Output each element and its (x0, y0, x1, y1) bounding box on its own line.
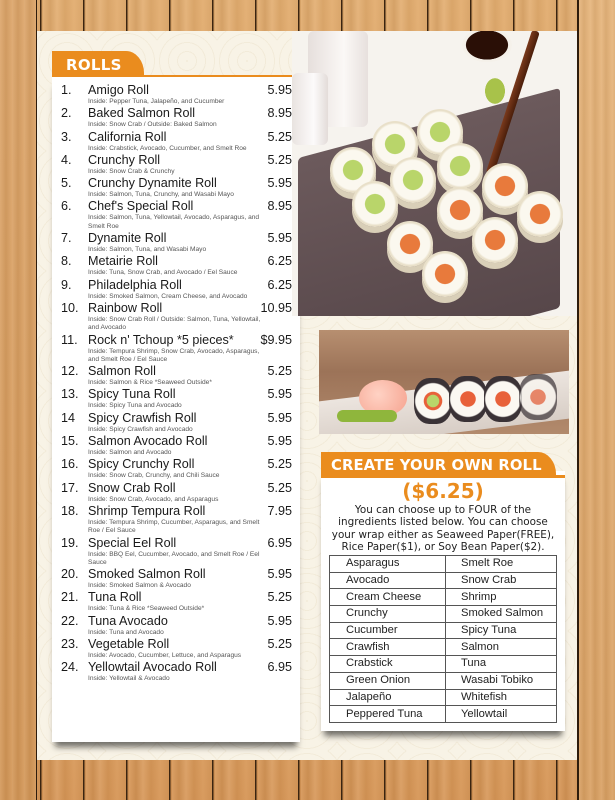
item-price: 5.25 (267, 129, 292, 144)
menu-item-header (60, 567, 292, 582)
item-number: 9. (61, 277, 72, 292)
item-number: 1. (61, 83, 72, 97)
menu-item-header (60, 153, 292, 168)
menu-item (60, 176, 292, 199)
item-number: 16. (61, 457, 79, 472)
ingredient-cell: Yellowtail (446, 706, 557, 723)
create-roll-price: ($6.25) (402, 479, 484, 503)
rolls-card (52, 77, 300, 742)
item-name: Smoked Salmon Roll (88, 567, 206, 582)
menu-item-header (60, 481, 292, 496)
item-number: 3. (61, 129, 72, 144)
item-description: Inside: Tuna, Snow Crab, and Avocado / Eel Sauce (88, 269, 238, 277)
item-description: Inside: Tuna and Avocado (88, 628, 164, 636)
item-number: 8. (61, 254, 72, 269)
item-name: Chef's Special Roll (88, 199, 194, 214)
menu-item-header (60, 278, 292, 293)
menu-item-header (60, 106, 292, 121)
menu-item-header (60, 231, 292, 246)
ingredient-row (330, 572, 557, 589)
roll-list (60, 83, 292, 684)
wasabi (337, 410, 397, 422)
ingredient-row (330, 689, 557, 706)
item-price: $9.95 (260, 332, 292, 347)
item-price: 7.95 (267, 503, 292, 518)
rolls-section-header (52, 51, 300, 78)
menu-item-header (60, 411, 292, 426)
ingredient-cell: Tuna (446, 656, 557, 673)
item-name: Rock n' Tchoup *5 pieces* (88, 332, 234, 347)
ingredient-cell: Spicy Tuna (446, 622, 557, 639)
item-description: Inside: Salmon and Avocado (88, 449, 172, 457)
item-description: Inside: Salmon, Tuna, and Wasabi Mayo (88, 246, 207, 254)
item-number: 22. (61, 613, 79, 628)
item-name: Baked Salmon Roll (88, 106, 196, 121)
item-number: 19. (61, 535, 79, 550)
item-name: Yellowtail Avocado Roll (88, 660, 217, 675)
sushi-platter-photo (292, 31, 577, 316)
sushi-piece (449, 376, 487, 422)
item-price: 6.95 (267, 660, 292, 675)
menu-item-header (60, 333, 292, 348)
ingredient-cell: Cream Cheese (330, 589, 446, 606)
item-name: Tuna Roll (88, 590, 142, 605)
sake-cup (292, 73, 328, 145)
wood-background-right (577, 0, 615, 800)
wood-background-left (0, 0, 37, 800)
item-number: 5. (61, 176, 72, 191)
item-price: 5.95 (267, 410, 292, 425)
ingredient-row (330, 672, 557, 689)
item-description: Inside: Smoked Salmon & Avocado (88, 582, 191, 590)
item-description: Inside: Tempura Shrimp, Cucumber, Asparagus, and Smelt Roe / Eel Sauce (88, 518, 260, 535)
menu-item-header (60, 254, 292, 269)
menu-item-header (60, 504, 292, 519)
item-name: Crunchy Roll (88, 152, 161, 167)
item-price: 5.25 (267, 637, 292, 652)
ingredient-row (330, 606, 557, 623)
item-number: 13. (61, 387, 79, 402)
menu-page (37, 31, 577, 760)
menu-item (60, 130, 292, 153)
sushi-plate-photo (319, 330, 569, 434)
item-price: 5.95 (267, 567, 292, 582)
menu-item (60, 364, 292, 387)
menu-item (60, 567, 292, 590)
item-price: 5.95 (267, 176, 292, 191)
menu-item (60, 231, 292, 254)
item-name: Philadelphia Roll (88, 277, 182, 292)
menu-item (60, 660, 292, 683)
item-name: Metairie Roll (88, 254, 158, 269)
menu-item-header (60, 590, 292, 605)
item-description: Inside: Tuna & Rice *Seaweed Outside* (88, 605, 205, 613)
menu-item (60, 301, 292, 333)
item-number: 2. (61, 106, 72, 121)
item-number: 15. (61, 434, 79, 449)
ingredient-cell: Avocado (330, 572, 446, 589)
menu-item (60, 457, 292, 480)
sushi-piece (422, 251, 468, 297)
item-price: 10.95 (260, 300, 292, 315)
item-price: 8.95 (267, 106, 292, 121)
item-number: 14 (61, 410, 76, 425)
item-description: Inside: Smoked Salmon, Cream Cheese, and Avocado (88, 292, 248, 300)
ingredient-cell: Asparagus (330, 556, 446, 573)
item-number: 24. (61, 660, 79, 675)
item-description: Inside: Yellowtail & Avocado (88, 675, 170, 683)
menu-item (60, 504, 292, 536)
ingredient-cell: Peppered Tuna (330, 706, 446, 723)
menu-item (60, 637, 292, 660)
item-price: 5.25 (267, 480, 292, 495)
item-description: Inside: Snow Crab, Crunchy, and Chili Sauce (88, 472, 220, 480)
item-price: 5.95 (267, 231, 292, 246)
item-number: 4. (61, 152, 72, 167)
menu-item (60, 536, 292, 568)
ingredient-row (330, 706, 557, 723)
item-description: Inside: Avocado, Cucumber, Lettuce, and Asparagus (88, 652, 242, 660)
ingredients-table (329, 555, 557, 723)
sushi-piece (484, 376, 522, 422)
item-name: California Roll (88, 129, 167, 144)
ingredient-cell: Crabstick (330, 656, 446, 673)
sushi-piece (352, 181, 398, 227)
item-number: 6. (61, 199, 72, 214)
menu-item (60, 83, 292, 106)
ingredient-cell: Snow Crab (446, 572, 557, 589)
menu-item (60, 614, 292, 637)
menu-item-header (60, 637, 292, 652)
item-name: Vegetable Roll (88, 637, 170, 652)
ingredient-cell: Smoked Salmon (446, 606, 557, 623)
item-name: Salmon Roll (88, 364, 156, 379)
menu-item (60, 590, 292, 613)
create-roll-description: You can choose up to FOUR of the ingredients listed below. You can choose your wrap either as Seaweed Paper(FREE), Rice Paper($1), or Soy Bean Paper($2). (331, 504, 555, 554)
item-price: 5.25 (267, 152, 292, 167)
ingredient-cell: Green Onion (330, 672, 446, 689)
ingredient-row (330, 656, 557, 673)
menu-item (60, 411, 292, 434)
item-description: Inside: BBQ Eel, Cucumber, Avocado, and Smelt Roe / Eel Sauce (88, 550, 260, 566)
item-name: Salmon Avocado Roll (88, 434, 208, 449)
item-description: Inside: Tempura Shrimp, Snow Crab, Avocado, Asparagus, and Smelt Roe / Eel Sauce (88, 347, 260, 363)
sushi-piece (414, 378, 452, 424)
header-underline (556, 475, 565, 478)
menu-item-header (60, 130, 292, 145)
item-name: Special Eel Roll (88, 535, 177, 550)
item-name: Snow Crab Roll (88, 480, 176, 495)
menu-item (60, 278, 292, 301)
item-price: 5.95 (267, 613, 292, 628)
item-name: Amigo Roll (88, 83, 149, 97)
item-name: Dynamite Roll (88, 231, 167, 246)
ingredient-cell: Crawfish (330, 639, 446, 656)
menu-item-header (60, 536, 292, 551)
ingredient-cell: Jalapeño (330, 689, 446, 706)
item-price: 5.25 (267, 364, 292, 379)
item-price: 5.25 (267, 457, 292, 472)
item-price: 5.95 (267, 434, 292, 449)
item-number: 12. (61, 364, 79, 379)
rolls-title: ROLLS (52, 51, 144, 78)
item-price: 5.95 (267, 387, 292, 402)
ingredient-cell: Shrimp (446, 589, 557, 606)
menu-item (60, 481, 292, 504)
sushi-piece (519, 374, 557, 420)
item-description: Inside: Salmon, Tuna, Yellowtail, Avocado, Asparagus, and Smelt Roe (88, 214, 260, 230)
menu-item-header (60, 176, 292, 191)
item-price: 5.95 (267, 83, 292, 97)
item-number: 21. (61, 590, 79, 605)
menu-item-header (60, 301, 292, 316)
menu-item-header (60, 434, 292, 449)
item-number: 11. (61, 332, 78, 347)
item-price: 6.25 (267, 254, 292, 269)
item-description: Inside: Salmon, Tuna, Crunchy, and Wasabi Mayo (88, 191, 234, 199)
ingredient-row (330, 556, 557, 573)
create-roll-section-header (321, 452, 565, 478)
sushi-piece (517, 191, 563, 237)
item-description: Inside: Snow Crab Roll / Outside: Salmon, Tuna, Yellowtail, and Avocado (88, 315, 261, 332)
item-description: Inside: Snow Crab / Outside: Baked Salmon (88, 121, 217, 129)
item-number: 23. (61, 637, 79, 652)
item-price: 6.25 (267, 277, 292, 292)
ingredient-cell: Cucumber (330, 622, 446, 639)
menu-item-header (60, 83, 292, 98)
item-name: Rainbow Roll (88, 300, 163, 315)
menu-item (60, 434, 292, 457)
item-number: 10. (61, 300, 79, 315)
item-name: Tuna Avocado (88, 613, 168, 628)
item-description: Inside: Spicy Tuna and Avocado (88, 402, 182, 410)
create-roll-card (321, 471, 565, 731)
ingredient-cell: Salmon (446, 639, 557, 656)
menu-item (60, 254, 292, 277)
ingredient-cell: Whitefish (446, 689, 557, 706)
item-name: Shrimp Tempura Roll (88, 503, 206, 518)
item-name: Spicy Crawfish Roll (88, 410, 197, 425)
item-description: Inside: Snow Crab & Crunchy (88, 167, 175, 175)
sushi-piece (437, 143, 483, 189)
ingredient-row (330, 639, 557, 656)
menu-item-header (60, 660, 292, 675)
item-name: Spicy Crunchy Roll (88, 457, 195, 472)
item-description: Inside: Pepper Tuna, Jalapeño, and Cucumber (88, 98, 225, 105)
menu-item (60, 333, 292, 365)
item-name: Crunchy Dynamite Roll (88, 176, 217, 191)
menu-item (60, 199, 292, 231)
menu-item-header (60, 199, 292, 214)
menu-item (60, 153, 292, 176)
menu-item (60, 106, 292, 129)
item-number: 7. (61, 231, 72, 246)
item-description: Inside: Spicy Crawfish and Avocado (88, 425, 193, 433)
ingredient-cell: Wasabi Tobiko (446, 672, 557, 689)
menu-item-header (60, 364, 292, 379)
menu-item-header (60, 387, 292, 402)
item-price: 6.95 (267, 535, 292, 550)
item-price: 8.95 (267, 199, 292, 214)
item-description: Inside: Salmon & Rice *Seaweed Outside* (88, 379, 212, 387)
ingredient-cell: Smelt Roe (446, 556, 557, 573)
item-price: 5.25 (267, 590, 292, 605)
ingredient-row (330, 589, 557, 606)
sushi-piece (472, 217, 518, 263)
item-name: Spicy Tuna Roll (88, 387, 176, 402)
item-description: Inside: Crabstick, Avocado, Cucumber, and Smelt Roe (88, 144, 247, 152)
item-number: 17. (61, 480, 79, 495)
item-description: Inside: Snow Crab, Avocado, and Asparagus (88, 495, 219, 503)
ingredient-row (330, 622, 557, 639)
item-number: 18. (61, 503, 79, 518)
ingredient-cell: Crunchy (330, 606, 446, 623)
item-number: 20. (61, 567, 79, 582)
create-roll-title: CREATE YOUR OWN ROLL (321, 452, 556, 478)
menu-item-header (60, 457, 292, 472)
menu-item (60, 387, 292, 410)
menu-item-header (60, 614, 292, 629)
